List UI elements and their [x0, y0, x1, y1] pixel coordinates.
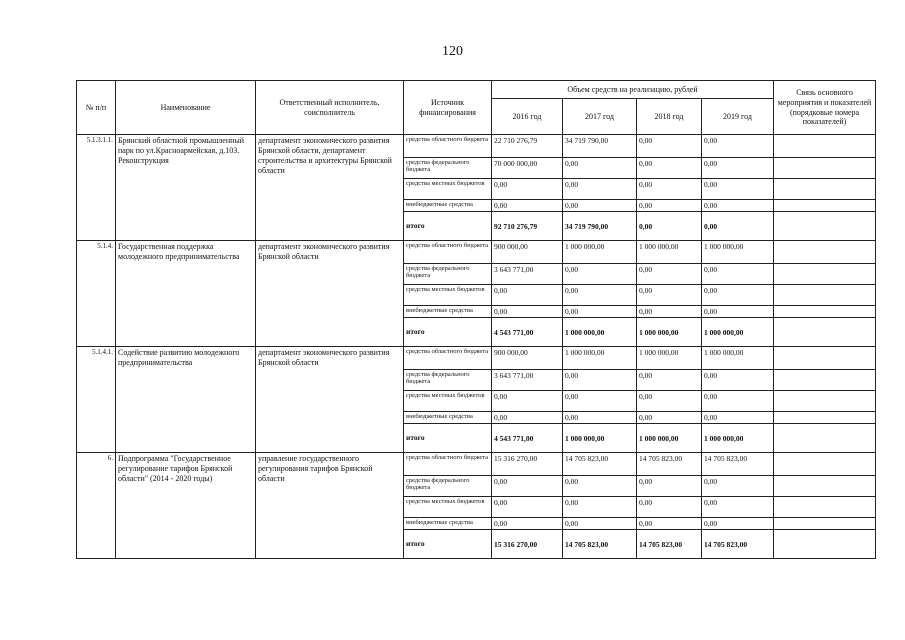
amount-2016: 4 543 771,00	[492, 424, 563, 453]
amount-2018: 1 000 000,00	[637, 424, 702, 453]
amount-2016: 0,00	[492, 518, 563, 530]
responsible-executor: департамент экономического развития Брянской области, департамент строительства и архитектуры Брянской области	[256, 135, 404, 241]
amount-2018: 0,00	[637, 412, 702, 424]
amount-2019: 0,00	[702, 518, 774, 530]
amount-2016: 0,00	[492, 200, 563, 212]
amount-2018: 1 000 000,00	[637, 241, 702, 264]
amount-2019: 14 705 823,00	[702, 453, 774, 476]
header-name: Наименование	[116, 81, 256, 135]
funding-source: средства местных бюджетов	[404, 391, 492, 412]
funding-source: средства федерального бюджета	[404, 158, 492, 179]
indicator-link-cell	[774, 158, 876, 179]
funding-source: средства местных бюджетов	[404, 285, 492, 306]
amount-2016: 4 543 771,00	[492, 318, 563, 347]
amount-2019: 14 705 823,00	[702, 530, 774, 559]
header-year-2016: 2016 год	[492, 99, 563, 135]
amount-2016: 0,00	[492, 391, 563, 412]
amount-2016: 15 316 270,00	[492, 530, 563, 559]
funding-source: внебюджетные средства	[404, 412, 492, 424]
amount-2019: 0,00	[702, 135, 774, 158]
amount-2018: 0,00	[637, 158, 702, 179]
amount-2017: 0,00	[563, 285, 637, 306]
row-number: 5.1.3.1.1.	[77, 135, 116, 241]
funding-source: средства местных бюджетов	[404, 497, 492, 518]
header-link: Связь основного мероприятия и показателей (порядковые номера показателей)	[774, 81, 876, 135]
funding-source: внебюджетные средства	[404, 200, 492, 212]
amount-2016: 900 000,00	[492, 347, 563, 370]
amount-2019: 0,00	[702, 179, 774, 200]
amount-2017: 1 000 000,00	[563, 318, 637, 347]
amount-2017: 1 000 000,00	[563, 347, 637, 370]
indicator-link-cell	[774, 347, 876, 370]
indicator-link-cell	[774, 285, 876, 306]
amount-2016: 0,00	[492, 412, 563, 424]
amount-2016: 900 000,00	[492, 241, 563, 264]
indicator-link-cell	[774, 306, 876, 318]
amount-2017: 0,00	[563, 264, 637, 285]
funding-source: средства федерального бюджета	[404, 264, 492, 285]
amount-2017: 0,00	[563, 497, 637, 518]
amount-2016: 0,00	[492, 497, 563, 518]
indicator-link-cell	[774, 370, 876, 391]
indicator-link-cell	[774, 212, 876, 241]
amount-2019: 0,00	[702, 391, 774, 412]
funding-source: средства областного бюджета	[404, 241, 492, 264]
amount-2018: 0,00	[637, 179, 702, 200]
table-row	[77, 135, 876, 158]
funding-source: итого	[404, 318, 492, 347]
amount-2018: 0,00	[637, 497, 702, 518]
indicator-link-cell	[774, 391, 876, 412]
header-year-2019: 2019 год	[702, 99, 774, 135]
funding-source: средства областного бюджета	[404, 347, 492, 370]
table-body	[77, 135, 876, 559]
amount-2018: 1 000 000,00	[637, 318, 702, 347]
funding-source: внебюджетные средства	[404, 306, 492, 318]
page-number: 120	[442, 44, 463, 59]
amount-2016: 0,00	[492, 306, 563, 318]
funding-source: средства федерального бюджета	[404, 370, 492, 391]
amount-2018: 0,00	[637, 306, 702, 318]
responsible-executor: департамент экономического развития Брянской области	[256, 241, 404, 347]
amount-2017: 0,00	[563, 391, 637, 412]
funding-source: внебюджетные средства	[404, 518, 492, 530]
funding-source: средства федерального бюджета	[404, 476, 492, 497]
amount-2018: 0,00	[637, 476, 702, 497]
amount-2018: 14 705 823,00	[637, 530, 702, 559]
amount-2016: 22 710 276,79	[492, 135, 563, 158]
indicator-link-cell	[774, 318, 876, 347]
funding-source: итого	[404, 424, 492, 453]
indicator-link-cell	[774, 497, 876, 518]
measure-name: Государственная поддержка молодежного предпринимательства	[116, 241, 256, 347]
amount-2017: 34 719 790,00	[563, 135, 637, 158]
row-number: 5.1.4.1.	[77, 347, 116, 453]
funding-source: итого	[404, 530, 492, 559]
funding-source: средства областного бюджета	[404, 135, 492, 158]
indicator-link-cell	[774, 453, 876, 476]
amount-2017: 14 705 823,00	[563, 453, 637, 476]
amount-2016: 0,00	[492, 179, 563, 200]
amount-2018: 0,00	[637, 518, 702, 530]
amount-2016: 15 316 270,00	[492, 453, 563, 476]
indicator-link-cell	[774, 241, 876, 264]
amount-2017: 0,00	[563, 476, 637, 497]
amount-2019: 1 000 000,00	[702, 347, 774, 370]
amount-2016: 92 710 276,79	[492, 212, 563, 241]
amount-2017: 0,00	[563, 158, 637, 179]
table-row	[77, 453, 876, 476]
indicator-link-cell	[774, 424, 876, 453]
header-year-2018: 2018 год	[637, 99, 702, 135]
indicator-link-cell	[774, 412, 876, 424]
amount-2019: 0,00	[702, 212, 774, 241]
funding-source: итого	[404, 212, 492, 241]
amount-2017: 0,00	[563, 518, 637, 530]
amount-2017: 1 000 000,00	[563, 424, 637, 453]
amount-2017: 1 000 000,00	[563, 241, 637, 264]
indicator-link-cell	[774, 135, 876, 158]
table-row	[77, 347, 876, 370]
measure-name: Содействие развитию молодежного предпринимательства	[116, 347, 256, 453]
amount-2017: 0,00	[563, 412, 637, 424]
amount-2016: 0,00	[492, 285, 563, 306]
amount-2017: 0,00	[563, 370, 637, 391]
funding-source: средства областного бюджета	[404, 453, 492, 476]
amount-2019: 0,00	[702, 200, 774, 212]
amount-2017: 34 719 790,00	[563, 212, 637, 241]
amount-2019: 0,00	[702, 476, 774, 497]
amount-2019: 1 000 000,00	[702, 424, 774, 453]
amount-2019: 0,00	[702, 285, 774, 306]
amount-2016: 70 000 000,00	[492, 158, 563, 179]
amount-2018: 0,00	[637, 370, 702, 391]
indicator-link-cell	[774, 200, 876, 212]
row-number: 5.1.4.	[77, 241, 116, 347]
header-responsible: Ответственный исполнитель, соисполнитель	[256, 81, 404, 135]
amount-2018: 0,00	[637, 264, 702, 285]
amount-2017: 0,00	[563, 306, 637, 318]
header-funds-group: Объем средств на реализацию, рублей	[492, 81, 774, 99]
responsible-executor: управление государственного регулирования тарифов Брянской области	[256, 453, 404, 559]
funding-source: средства местных бюджетов	[404, 179, 492, 200]
amount-2018: 0,00	[637, 212, 702, 241]
amount-2017: 0,00	[563, 179, 637, 200]
amount-2019: 1 000 000,00	[702, 318, 774, 347]
amount-2017: 14 705 823,00	[563, 530, 637, 559]
amount-2016: 3 643 771,00	[492, 264, 563, 285]
measure-name: Подпрограмма "Государственное регулирование тарифов Брянской области" (2014 - 2020 годы)	[116, 453, 256, 559]
indicator-link-cell	[774, 518, 876, 530]
budget-table	[76, 80, 876, 559]
header-source: Источник финансирования	[404, 81, 492, 135]
amount-2017: 0,00	[563, 200, 637, 212]
indicator-link-cell	[774, 264, 876, 285]
row-number: 6.	[77, 453, 116, 559]
header-year-2017: 2017 год	[563, 99, 637, 135]
amount-2018: 1 000 000,00	[637, 347, 702, 370]
amount-2018: 14 705 823,00	[637, 453, 702, 476]
amount-2018: 0,00	[637, 200, 702, 212]
amount-2018: 0,00	[637, 135, 702, 158]
table-row	[77, 241, 876, 264]
responsible-executor: департамент экономического развития Брянской области	[256, 347, 404, 453]
amount-2019: 0,00	[702, 264, 774, 285]
header-num: № п/п	[77, 81, 116, 135]
amount-2018: 0,00	[637, 391, 702, 412]
amount-2019: 1 000 000,00	[702, 241, 774, 264]
amount-2019: 0,00	[702, 370, 774, 391]
measure-name: Брянский областной промышленный парк по ул.Красноармейская, д.103. Реконструкция	[116, 135, 256, 241]
indicator-link-cell	[774, 476, 876, 497]
indicator-link-cell	[774, 530, 876, 559]
amount-2019: 0,00	[702, 306, 774, 318]
amount-2019: 0,00	[702, 412, 774, 424]
amount-2019: 0,00	[702, 497, 774, 518]
amount-2016: 0,00	[492, 476, 563, 497]
amount-2019: 0,00	[702, 158, 774, 179]
indicator-link-cell	[774, 179, 876, 200]
amount-2018: 0,00	[637, 285, 702, 306]
amount-2016: 3 643 771,00	[492, 370, 563, 391]
